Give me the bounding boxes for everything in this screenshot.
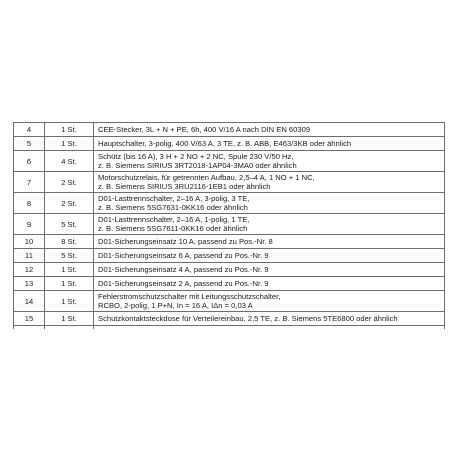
description-line: D01-Sicherungseinsatz 4 A, passend zu Pos.-Nr. 9 <box>98 265 269 274</box>
description-line: RCBO, 2-polig, 1 P+N, In = 16 A, IΔn = 0,03 A <box>98 301 253 310</box>
quantity: 1 St. <box>45 137 94 151</box>
quantity: 5 St. <box>45 214 94 235</box>
quantity: 1 St. <box>45 291 94 312</box>
description <box>94 277 445 291</box>
table-row <box>14 214 445 235</box>
position-number: 4 <box>14 123 45 137</box>
quantity: 5 St. <box>45 249 94 263</box>
position-number: 13 <box>14 277 45 291</box>
table-row <box>14 277 445 291</box>
position-number: 10 <box>14 235 45 249</box>
description <box>94 249 445 263</box>
position-number: 6 <box>14 151 45 172</box>
description-line: z. B. Siemens 5SG7631-0KK16 oder ähnlich <box>98 203 248 212</box>
quantity: 1 St. <box>45 277 94 291</box>
quantity: 2 St. <box>45 193 94 214</box>
position-number: 9 <box>14 214 45 235</box>
description-line: z. B. Siemens SIRIUS 3RT2018-1AP04-3MA0 oder ähnlich <box>98 161 297 170</box>
table-row <box>14 123 445 137</box>
table-row <box>14 291 445 312</box>
quantity: 8 St. <box>45 235 94 249</box>
position-number: 5 <box>14 137 45 151</box>
quantity: 1 St. <box>45 263 94 277</box>
empty-cell <box>45 326 94 330</box>
quantity: 1 St. <box>45 123 94 137</box>
empty-cell <box>94 326 445 330</box>
table-row <box>14 193 445 214</box>
description-line: D01-Sicherungseinsatz 10 A, passend zu Pos.-Nr. 8 <box>98 237 273 246</box>
description-line: D01-Lasttrennschalter, 2–16 A, 1-polig, 1 TE, <box>98 215 250 224</box>
description <box>94 193 445 214</box>
position-number: 8 <box>14 193 45 214</box>
table-row <box>14 263 445 277</box>
description-line: D01-Sicherungseinsatz 2 A, passend zu Pos.-Nr. 9 <box>98 279 269 288</box>
table-row <box>14 249 445 263</box>
description-line: Motorschutzrelais, für getrennten Aufbau, 2,5–4 A, 1 NO + 1 NC, <box>98 173 315 182</box>
table-row <box>14 151 445 172</box>
parts-list-body <box>14 123 445 330</box>
position-number: 14 <box>14 291 45 312</box>
empty-cell <box>14 326 45 330</box>
position-number: 11 <box>14 249 45 263</box>
table-row <box>14 312 445 326</box>
quantity: 1 St. <box>45 312 94 326</box>
table-row <box>14 137 445 151</box>
description-line: Hauptschalter, 3-polig, 400 V/63 A, 3 TE, z. B. ABB, E463/3KB oder ähnlich <box>98 139 352 148</box>
description <box>94 123 445 137</box>
description-line: Schutzkontaktsteckdose für Verteilereinbau, 2,5 TE, z. B. Siemens 5TE6800 oder ähnlich <box>98 314 398 323</box>
table-row <box>14 172 445 193</box>
description-line: D01-Sicherungseinsatz 6 A, passend zu Pos.-Nr. 9 <box>98 251 269 260</box>
position-number: 7 <box>14 172 45 193</box>
position-number: 12 <box>14 263 45 277</box>
quantity: 4 St. <box>45 151 94 172</box>
description <box>94 172 445 193</box>
description-line: Schütz (bis 16 A), 3 H + 2 NO + 2 NC, Spule 230 V/50 Hz, <box>98 152 294 161</box>
table-row-cut-off <box>14 326 445 330</box>
description <box>94 312 445 326</box>
description <box>94 263 445 277</box>
description-line: CEE-Stecker, 3L + N + PE, 6h, 400 V/16 A nach DIN EN 60309 <box>98 125 311 134</box>
description-line: z. B. Siemens 5SG7611-0KK16 oder ähnlich <box>98 224 248 233</box>
description <box>94 151 445 172</box>
parts-list-table <box>13 122 445 329</box>
description <box>94 235 445 249</box>
quantity: 2 St. <box>45 172 94 193</box>
description <box>94 214 445 235</box>
table-row <box>14 235 445 249</box>
description-line: Fehlerstromschutzschalter mit Leitungsschutzschalter, <box>98 292 281 301</box>
description-line: D01-Lasttrennschalter, 2–16 A, 3-polig, 3 TE, <box>98 194 250 203</box>
position-number: 15 <box>14 312 45 326</box>
description-line: z. B. Siemens SIRIUS 3RU2116-1EB1 oder ähnlich <box>98 182 271 191</box>
description <box>94 137 445 151</box>
description <box>94 291 445 312</box>
